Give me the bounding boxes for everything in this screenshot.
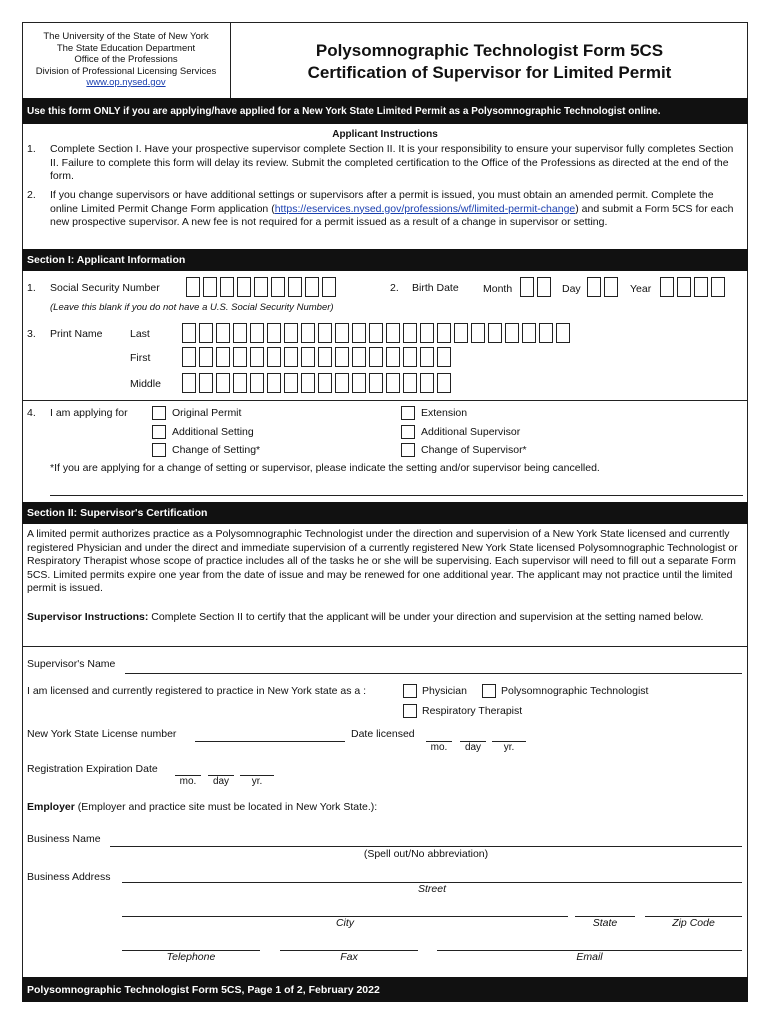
mo-label: mo. [430, 742, 448, 753]
date-licensed-label: Date licensed [351, 728, 415, 740]
email-label: Email [576, 951, 603, 963]
polysomnographic-technologist-label: Polysomnographic Technologist [501, 685, 649, 697]
section1-header: Section I: Applicant Information [22, 249, 748, 271]
employer-bold: Employer [27, 801, 75, 813]
registration-expiration-label: Registration Expiration Date [27, 763, 158, 775]
middle-name-label: Middle [130, 378, 161, 390]
supervisor-name-line[interactable] [125, 673, 742, 674]
employer-note: (Employer and practice site must be located in New York State.): [74, 801, 378, 813]
physician-label: Physician [422, 685, 467, 697]
additional-supervisor-checkbox[interactable] [401, 425, 415, 439]
birth-date-label: Birth Date [412, 282, 459, 294]
footer-bar: Polysomnographic Technologist Form 5CS, Page 1 of 2, February 2022 [22, 977, 748, 1002]
agency-block [22, 22, 231, 98]
additional-setting-label: Additional Setting [172, 426, 254, 438]
first-name-label: First [130, 352, 151, 364]
licensed-as-label: I am licensed and currently registered to practice in New York state as a : [27, 685, 367, 697]
org-line: The State Education Department [56, 42, 196, 54]
instruction-2-text: If you change supervisors or have additional settings or supervisors after a permit is issued, you must obtain an amended permit. Complete the online Limited Permit Change Form application ( [50, 189, 714, 215]
extension-label: Extension [421, 407, 468, 419]
spell-out-note: (Spell out/No abbreviation) [363, 848, 489, 860]
license-number-label: New York State License number [27, 728, 177, 740]
supervisor-instructions-text: Complete Section II to certify that the applicant will be under your direction and supervision at the setting named below. [148, 611, 704, 623]
ssn-label: Social Security Number [50, 282, 160, 294]
street-label: Street [417, 883, 446, 895]
respiratory-therapist-label: Respiratory Therapist [422, 705, 523, 717]
last-name-boxes[interactable] [182, 323, 573, 343]
employer-label [27, 801, 377, 815]
day-label: day [212, 776, 230, 787]
instruction-1: Complete Section I. Have your prospective supervisor complete Section II. It is your responsibility to ensure your supervisor fully completes Section II. Failure to complete this form will delay its review. Submit the completed certification to the Office of the Professions as directed at the end of the form. [50, 143, 734, 182]
yr-label: yr. [503, 742, 515, 753]
change-of-supervisor-checkbox[interactable] [401, 443, 415, 457]
print-name-label: Print Name [50, 328, 103, 340]
item-number: 1. [27, 282, 36, 294]
item-number: 4. [27, 407, 36, 419]
physician-checkbox[interactable] [403, 684, 417, 698]
fax-label: Fax [340, 951, 358, 963]
last-name-label: Last [130, 328, 150, 340]
org-line: Office of the Professions [74, 54, 178, 65]
item-number: 2. [27, 189, 36, 201]
org-line: The University of the State of New York [43, 31, 209, 42]
section2-intro: A limited permit authorizes practice as a Polysomnographic Technologist under the direction and supervision of a New York State licensed and currently registered Physician and under the direct and immediate supervision of a currently registered New York State licensed Polysomnographic Technologist or Respiratory Therapist whose scope of practice includes all of the tasks he or she will be supervising. Each supervisor will need to fill out a separate Form 5CS. Limited permits expire one year from the date of issue and may be renewed for one additional year. The applicant may not practice until the limited permit is issued. [27, 528, 738, 594]
month-label: Month [483, 283, 513, 295]
change-form-link[interactable]: https://eservices.nysed.gov/professions/wf/limited-permit-change [274, 202, 576, 215]
item-number: 1. [27, 143, 36, 155]
middle-name-boxes[interactable] [182, 373, 454, 393]
yr-label: yr. [251, 776, 263, 787]
additional-supervisor-label: Additional Supervisor [421, 426, 521, 438]
ssn-boxes[interactable] [186, 277, 339, 297]
original-permit-checkbox[interactable] [152, 406, 166, 420]
telephone-label: Telephone [166, 951, 216, 963]
year-boxes[interactable] [660, 277, 728, 297]
business-address-label: Business Address [27, 871, 111, 883]
month-boxes[interactable] [520, 277, 554, 297]
change-of-supervisor-label: Change of Supervisor* [421, 444, 527, 456]
instruction-2 [50, 189, 743, 230]
supervisor-name-label: Supervisor's Name [27, 658, 116, 670]
first-name-boxes[interactable] [182, 347, 454, 367]
title-line: Polysomnographic Technologist Form 5CS [315, 41, 664, 60]
polysomnographic-technologist-checkbox[interactable] [482, 684, 496, 698]
section2-header: Section II: Supervisor's Certification [22, 502, 748, 524]
divider [22, 400, 748, 401]
day-label: day [464, 742, 482, 753]
form-title [231, 40, 748, 84]
notice-bar: Use this form ONLY if you are applying/have applied for a New York State Limited Permit as a Polysomnographic Technologist online. [22, 98, 748, 124]
applying-label: I am applying for [50, 407, 128, 419]
original-permit-label: Original Permit [172, 407, 242, 419]
change-of-setting-label: Change of Setting* [172, 444, 261, 456]
cancelled-setting-line[interactable] [50, 495, 743, 496]
state-label: State [592, 917, 618, 929]
change-of-setting-checkbox[interactable] [152, 443, 166, 457]
item-number: 3. [27, 328, 36, 340]
respiratory-therapist-checkbox[interactable] [403, 704, 417, 718]
ssn-note: (Leave this blank if you do not have a U.S. Social Security Number) [50, 302, 334, 313]
supervisor-instructions-bold: Supervisor Instructions: [27, 611, 149, 623]
zip-label: Zip Code [672, 917, 715, 929]
day-boxes[interactable] [587, 277, 621, 297]
extension-checkbox[interactable] [401, 406, 415, 420]
item-number: 2. [390, 282, 399, 294]
org-line: Division of Professional Licensing Services [35, 65, 217, 77]
business-name-label: Business Name [27, 833, 101, 845]
mo-label: mo. [179, 776, 197, 787]
year-label: Year [630, 283, 652, 295]
change-note: *If you are applying for a change of setting or supervisor, please indicate the setting and/or supervisor being cancelled. [50, 462, 600, 474]
city-label: City [335, 917, 355, 929]
day-label: Day [562, 283, 581, 295]
license-number-line[interactable] [195, 741, 345, 742]
business-name-line[interactable] [110, 846, 742, 847]
supervisor-instructions [27, 611, 745, 625]
title-line: Certification of Supervisor for Limited Permit [307, 63, 672, 82]
divider [22, 646, 748, 647]
website-link[interactable]: www.op.nysed.gov [86, 77, 166, 88]
instruction-2-text: ) and submit a Form 5CS for each new prospective supervisor. A new fee is not required for a permit issued as a result of a change in supervisor or setting. [50, 202, 734, 228]
instructions-heading: Applicant Instructions [332, 129, 438, 140]
additional-setting-checkbox[interactable] [152, 425, 166, 439]
